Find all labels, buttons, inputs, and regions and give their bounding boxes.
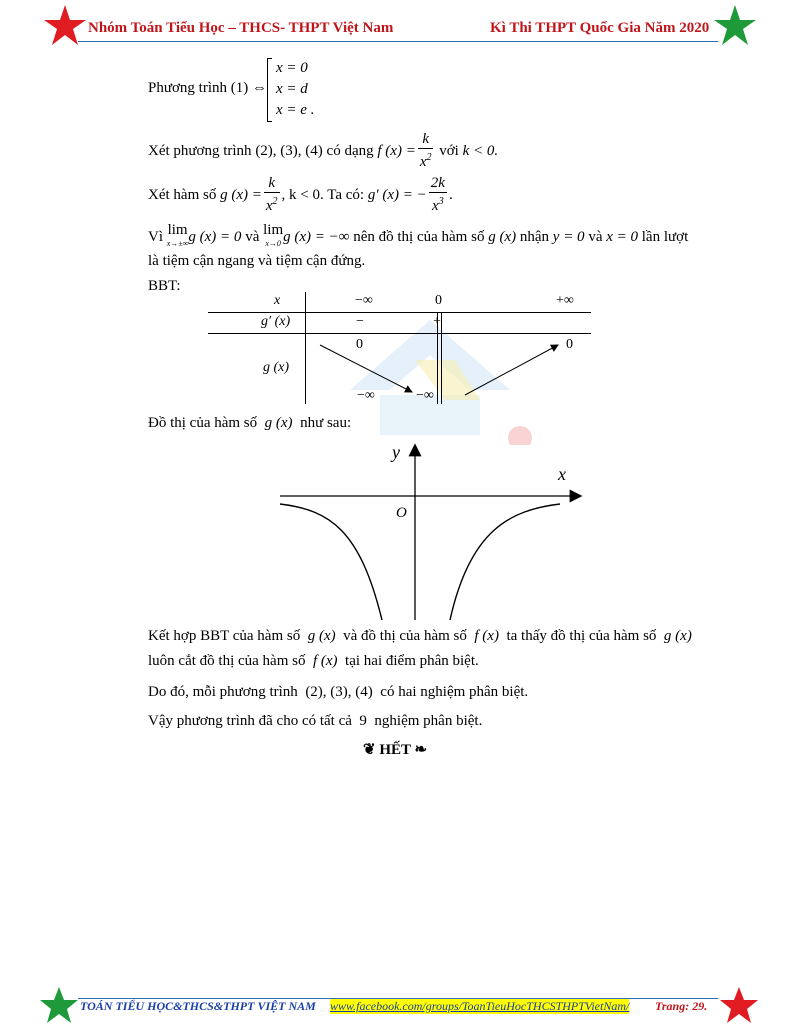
para3-a: Do đó, mỗi phương trình — [148, 684, 298, 700]
para2-a: luôn cắt đồ thị của hàm số — [148, 653, 306, 669]
para1-g: g (x) — [307, 628, 336, 644]
para1-f: f (x) — [474, 628, 499, 644]
line-function: Xét hàm số g (x) = $\frac{k}{x^2}$ , k < 0. Ta có: g′ (x) = − $\frac{2k}{x^3}$ . — [148, 175, 453, 214]
line2-tail: với — [439, 142, 459, 159]
para3-b: có hai nghiệm phân biệt. — [380, 684, 529, 700]
bbt-arrows — [300, 330, 590, 410]
paragraph-4 — [148, 713, 482, 730]
para4-b: nghiệm phân biệt. — [374, 713, 483, 729]
fraction-denominator: x — [419, 154, 427, 170]
arrow-increasing — [465, 345, 558, 395]
curve-right-branch — [450, 504, 560, 620]
system-bracket — [267, 58, 272, 122]
graph-intro — [148, 415, 351, 432]
line-form — [148, 133, 498, 169]
system-prefix: Phương trình — [148, 80, 227, 96]
arrow-decreasing — [320, 345, 412, 392]
fraction-denominator: x — [265, 198, 273, 214]
limit-subscript: x→0 — [265, 239, 281, 248]
footer-facebook-link[interactable]: www.facebook.com/groups/ToanTieuHocTHCSTHPTVietNam/ — [330, 999, 630, 1013]
bbt-deriv-sign-2: + — [433, 314, 441, 329]
para1-g2: g (x) — [663, 628, 692, 644]
line-asymptotes: là tiệm cận ngang và tiệm cận đứng. — [148, 253, 366, 269]
line4-prefix: Vì — [148, 228, 163, 245]
header-left-title: Nhóm Toán Tiểu Học – THCS- THPT Việt Nam — [88, 20, 394, 36]
limit-expr-2: g (x) = −∞ — [283, 228, 350, 245]
line2-refs: (2), (3), (4) — [255, 142, 323, 159]
bbt-g-top-right: 0 — [566, 337, 573, 352]
line2-lhs: f (x) = — [377, 142, 416, 159]
fraction-numerator: k — [268, 175, 276, 191]
limit-zero — [263, 224, 283, 250]
bbt-x-value-2: 0 — [435, 293, 442, 308]
graph-intro-end: như sau: — [300, 415, 352, 431]
para1-c: ta thấy đồ thị của hàm số — [506, 628, 657, 644]
paragraph-3 — [148, 684, 528, 701]
line2-mid: có dạng — [326, 142, 374, 159]
line3-cond: , k < 0. Ta có: — [281, 186, 365, 203]
bbt-label: BBT: — [148, 278, 181, 294]
line4-x0: x = 0 — [606, 228, 639, 245]
graph-origin-label: O — [396, 505, 407, 521]
curve-left-branch — [280, 504, 382, 620]
para1-a: Kết hợp BBT của hàm số — [148, 628, 301, 644]
graph-intro-text: Đồ thị của hàm số — [148, 415, 258, 431]
line4-and: và — [245, 228, 260, 245]
ornament-left-icon: ❦ — [363, 742, 376, 758]
header-divider — [78, 41, 718, 42]
system-case-3: x = e . — [276, 102, 315, 118]
graph-x-label: x — [558, 464, 566, 484]
bbt-row-line-1 — [208, 312, 591, 313]
star-icon-footer-left — [38, 985, 80, 1025]
line2-cond: k < 0. — [462, 142, 499, 159]
bbt-g-bottom-right: −∞ — [416, 388, 434, 403]
line4-mid: nên đồ thị của hàm số — [353, 228, 485, 245]
para3-refs: (2), (3), (4) — [305, 684, 373, 700]
para4-num: 9 — [359, 713, 367, 729]
footer-org-name: TOÁN TIỂU HỌC&THCS&THPT VIỆT NAM — [80, 999, 316, 1013]
bbt-deriv-sign-1: − — [356, 314, 364, 329]
function-graph — [270, 440, 590, 625]
bbt-g-label: g (x) — [263, 360, 290, 375]
footer-page-number: Trang: 29. — [655, 999, 708, 1013]
fraction-numerator: k — [422, 131, 429, 147]
para1-b: và đồ thị của hàm số — [343, 628, 467, 644]
fraction-2k-x3: $\frac{2k}{x^3}$ — [430, 175, 445, 214]
line4-y0: y = 0 — [552, 228, 585, 245]
line3-lhs: g (x) = — [220, 186, 262, 203]
limit-expr-1: g (x) = 0 — [188, 228, 242, 245]
fraction-k-x2: $\frac{k}{x^2}$ — [419, 131, 432, 170]
star-icon-footer-right — [718, 985, 760, 1025]
bbt-x-value-1: −∞ — [355, 293, 373, 308]
limit-subscript: x→±∞ — [166, 239, 189, 248]
star-icon-header-right — [712, 3, 758, 47]
system-cases — [276, 58, 314, 121]
line4-receive: nhận — [519, 228, 550, 245]
line3-deriv-lhs: g′ (x) = − — [367, 186, 427, 203]
system-case-1: x = 0 — [276, 60, 308, 76]
end-mark — [363, 740, 427, 759]
fraction-numerator: 2k — [430, 175, 445, 191]
bbt-x-value-3: +∞ — [556, 293, 574, 308]
paragraph-2 — [148, 653, 479, 670]
graph-intro-g: g (x) — [264, 415, 293, 431]
line4-end: lần lượt — [641, 228, 689, 245]
fraction-k-x2-g: $\frac{k}{x^2}$ — [265, 175, 278, 214]
graph-y-label: y — [392, 442, 400, 462]
line-limits — [148, 224, 688, 250]
line3-prefix: Xét hàm số — [148, 186, 217, 203]
para2-f: f (x) — [312, 653, 338, 669]
system-case-2: x = d — [276, 81, 308, 97]
line4-and-2: và — [588, 228, 603, 245]
line2-prefix: Xét phương trình — [148, 142, 252, 159]
system-eq-ref: (1) ⇔ — [230, 80, 267, 96]
line4-g: g (x) — [488, 228, 517, 245]
ornament-right-icon: ❧ — [414, 742, 428, 758]
limit-word: lim — [167, 222, 188, 238]
para2-b: tại hai điểm phân biệt. — [345, 653, 479, 669]
system-line — [148, 80, 267, 97]
header-right-title: Kì Thi THPT Quốc Gia Năm 2020 — [490, 20, 710, 36]
limit-infinity — [167, 224, 189, 250]
paragraph-1 — [148, 628, 692, 645]
bbt-g-bottom-left: −∞ — [357, 388, 375, 403]
bbt-x-label: x — [274, 293, 281, 308]
limit-word: lim — [263, 222, 284, 238]
end-mark-text: HẾT — [379, 742, 411, 758]
bbt-deriv-label: g′ (x) — [261, 314, 291, 329]
fraction-denominator: x — [432, 198, 439, 214]
bbt-g-top-left: 0 — [356, 337, 363, 352]
para4-a: Vậy phương trình đã cho có tất cả — [148, 713, 352, 729]
